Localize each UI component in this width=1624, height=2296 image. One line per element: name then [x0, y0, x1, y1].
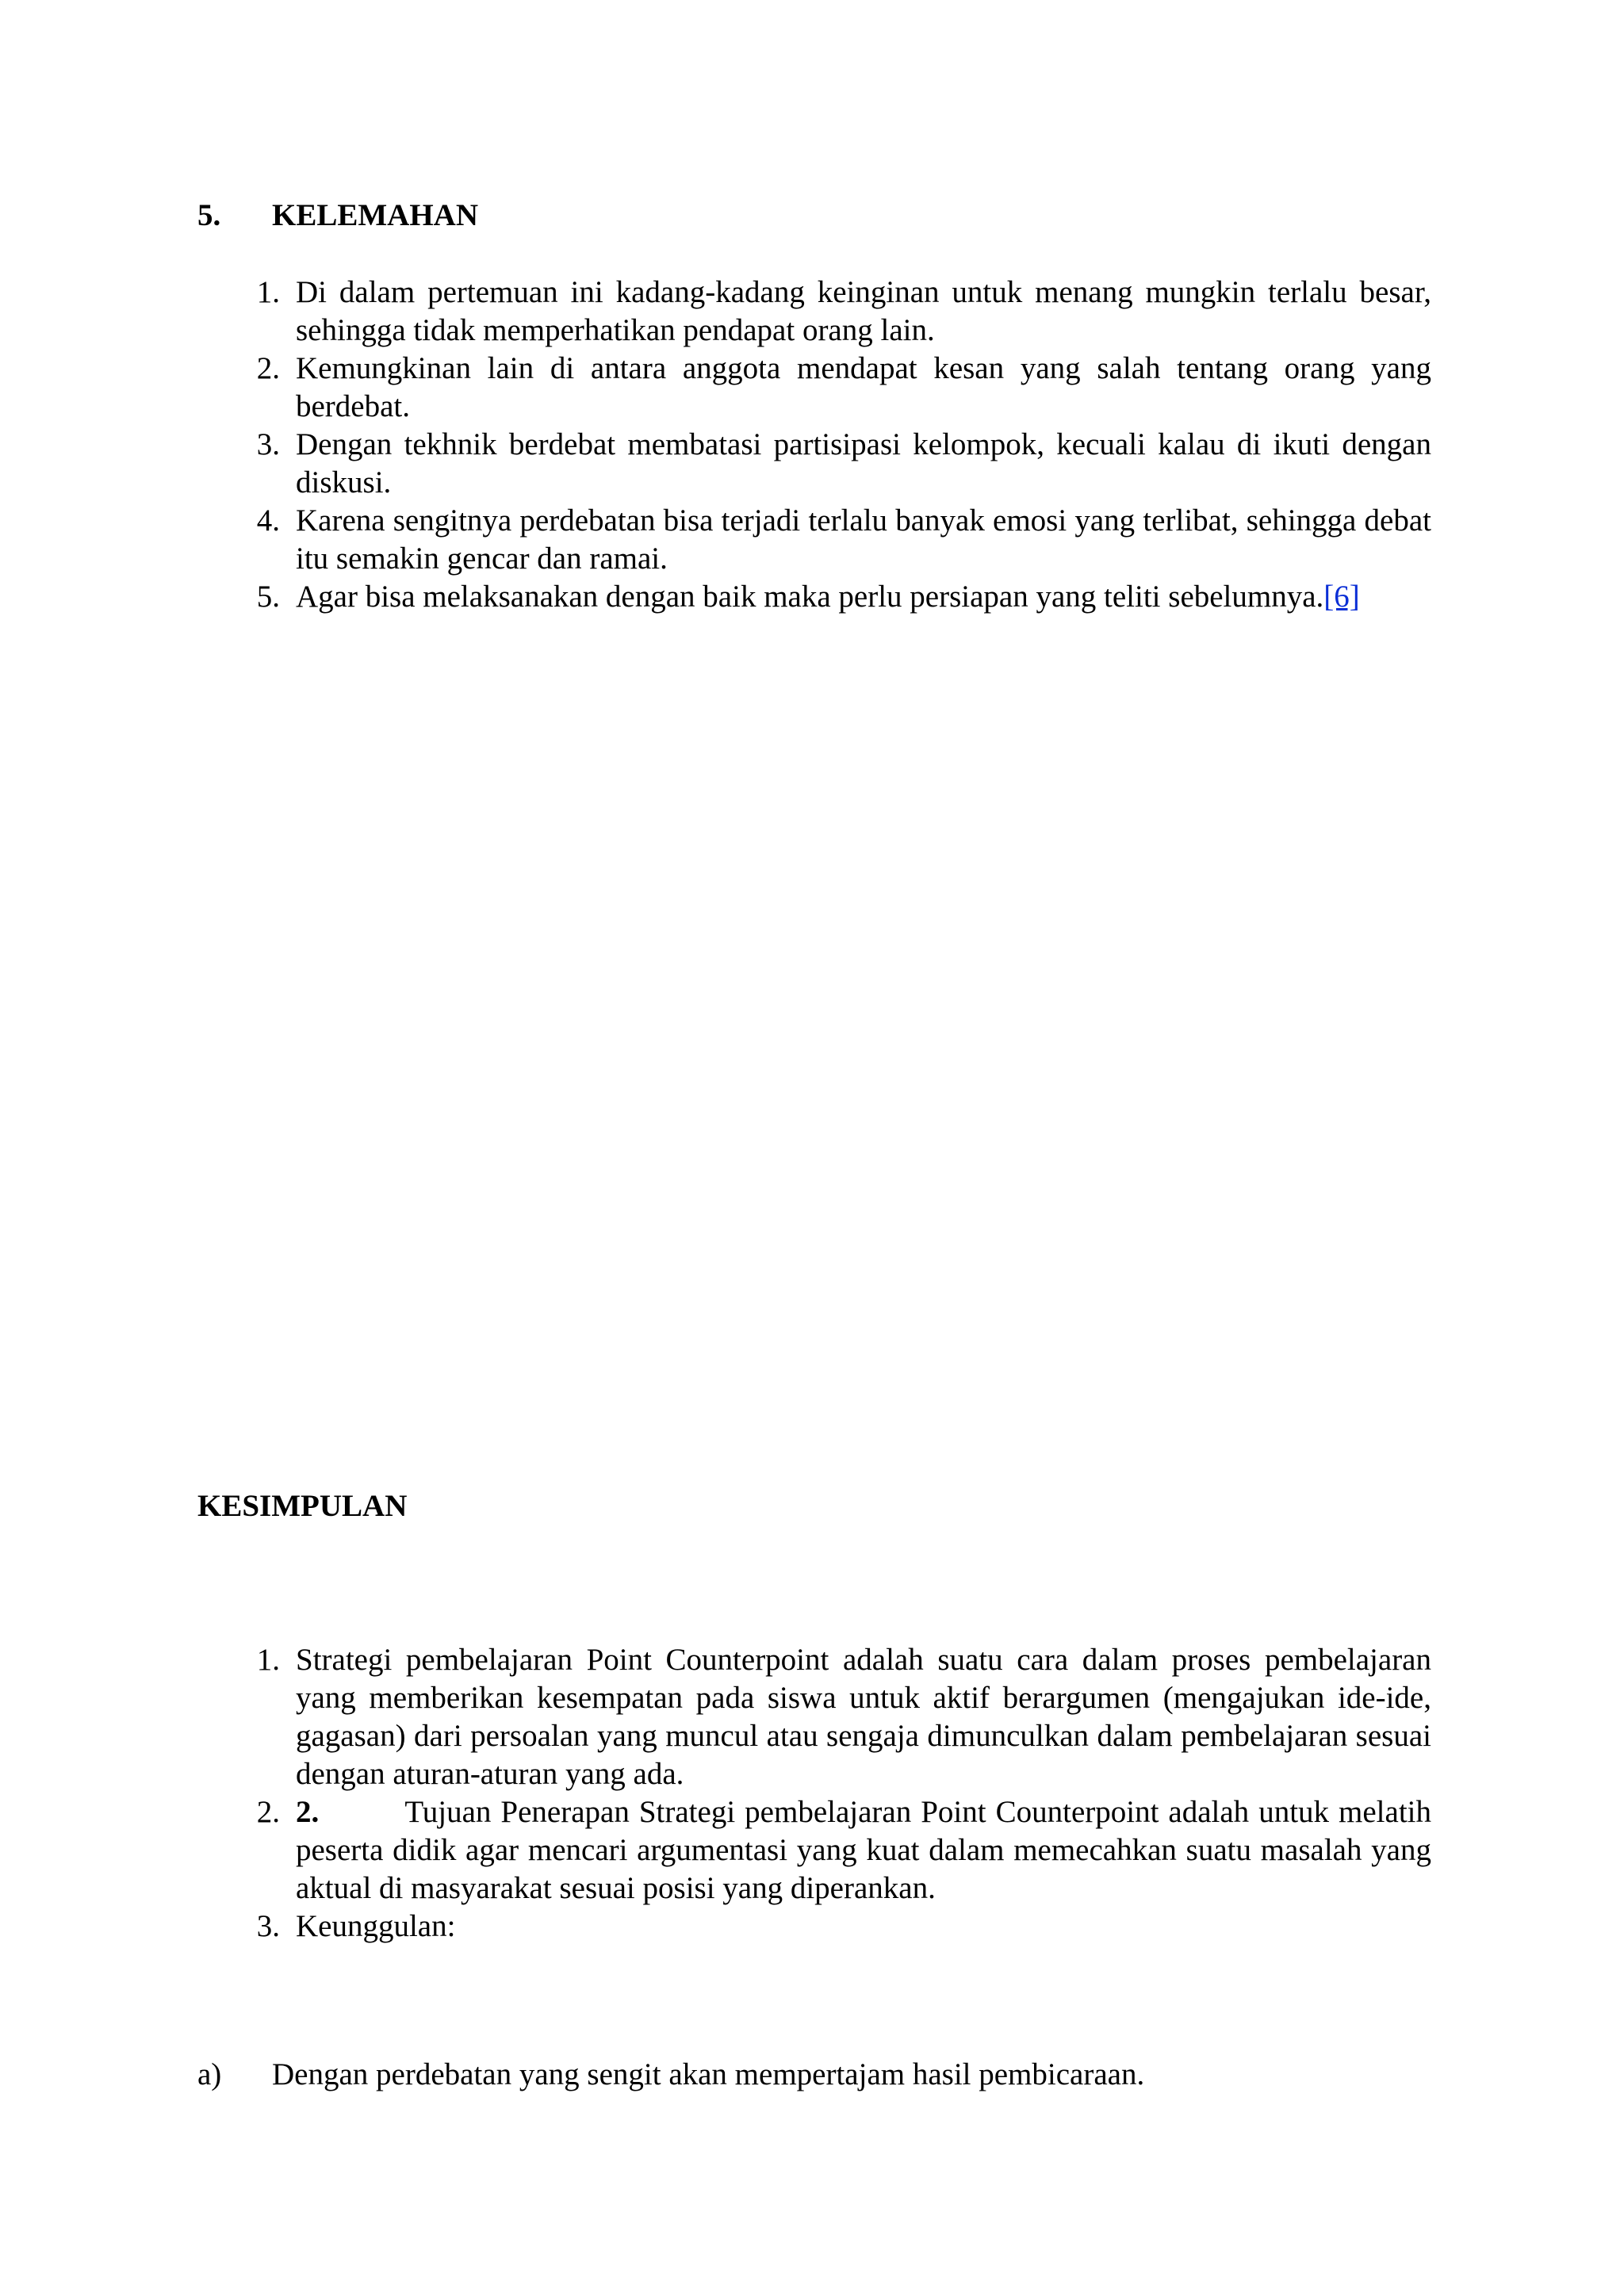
list-item: [0, 1908, 1431, 1946]
list-item-text: Kemungkinan lain di antara anggota mendapat kesan yang salah tentang orang yang berdebat.: [296, 351, 1431, 423]
list-item: [0, 578, 1431, 616]
list-item-marker: 3.: [256, 427, 280, 461]
weakness-heading-title: KELEMAHAN: [272, 198, 479, 232]
list-item: [0, 274, 1431, 350]
list-item-text-with-ref: [296, 578, 1431, 616]
list-item-text: Tujuan Penerapan Strategi pembelajaran Point Counterpoint adalah untuk melatih peserta didik agar mencari argumentasi yang kuat dalam memecahkan suatu masalah yang aktual di masyarakat sesuai posisi yang diperankan.: [296, 1795, 1431, 1905]
list-item-marker: 2.: [256, 351, 280, 385]
list-item-marker: 1.: [256, 1643, 280, 1677]
sub-list-item: [197, 2056, 1144, 2094]
list-item: [0, 502, 1431, 578]
list-item-text: Keunggulan:: [296, 1909, 456, 1943]
list-item-text: Strategi pembelajaran Point Counterpoint adalah suatu cara dalam proses pembelajaran yang memberikan kesempatan pada siswa untuk aktif berargumen (mengajukan ide-ide, gagasan) dari persoalan yang muncul atau sengaja dimunculkan dalam pembelajaran sesuai dengan aturan-aturan yang ada.: [296, 1643, 1431, 1791]
sub-list-item-marker: a): [197, 2057, 222, 2091]
reference-link[interactable]: [6]: [1323, 580, 1360, 614]
weakness-heading: [197, 197, 478, 235]
list-item-marker: 3.: [256, 1909, 280, 1943]
conclusion-heading: [197, 1487, 407, 1525]
list-item: [0, 1793, 1431, 1908]
weakness-list: [0, 274, 1431, 616]
list-item-text: Dengan tekhnik berdebat membatasi partisipasi kelompok, kecuali kalau di ikuti dengan diskusi.: [296, 427, 1431, 499]
conclusion-heading-title: KESIMPULAN: [197, 1489, 408, 1523]
list-item-marker: 4.: [256, 503, 280, 538]
list-item-text: Di dalam pertemuan ini kadang-kadang keinginan untuk menang mungkin terlalu besar, sehingga tidak memperhatikan pendapat orang lain.: [296, 275, 1431, 347]
conclusion-list: [0, 1641, 1431, 1946]
bold-prefix: 2.: [296, 1795, 320, 1829]
list-item: [0, 426, 1431, 502]
list-item-text: Karena sengitnya perdebatan bisa terjadi terlalu banyak emosi yang terlibat, sehingga debat itu semakin gencar dan ramai.: [296, 503, 1431, 576]
list-item-marker: 5.: [256, 580, 280, 614]
weakness-heading-number: 5.: [197, 198, 221, 232]
list-item: [0, 1641, 1431, 1793]
list-item: [0, 350, 1431, 426]
list-item-text-with-prefix: [296, 1793, 1431, 1908]
list-item-text: Agar bisa melaksanakan dengan baik maka perlu persiapan yang teliti sebelumnya.: [296, 580, 1324, 614]
list-item-marker: 1.: [256, 275, 280, 309]
sub-list-item-text: Dengan perdebatan yang sengit akan mempertajam hasil pembicaraan.: [272, 2057, 1145, 2091]
list-item-marker: 2.: [256, 1795, 280, 1829]
